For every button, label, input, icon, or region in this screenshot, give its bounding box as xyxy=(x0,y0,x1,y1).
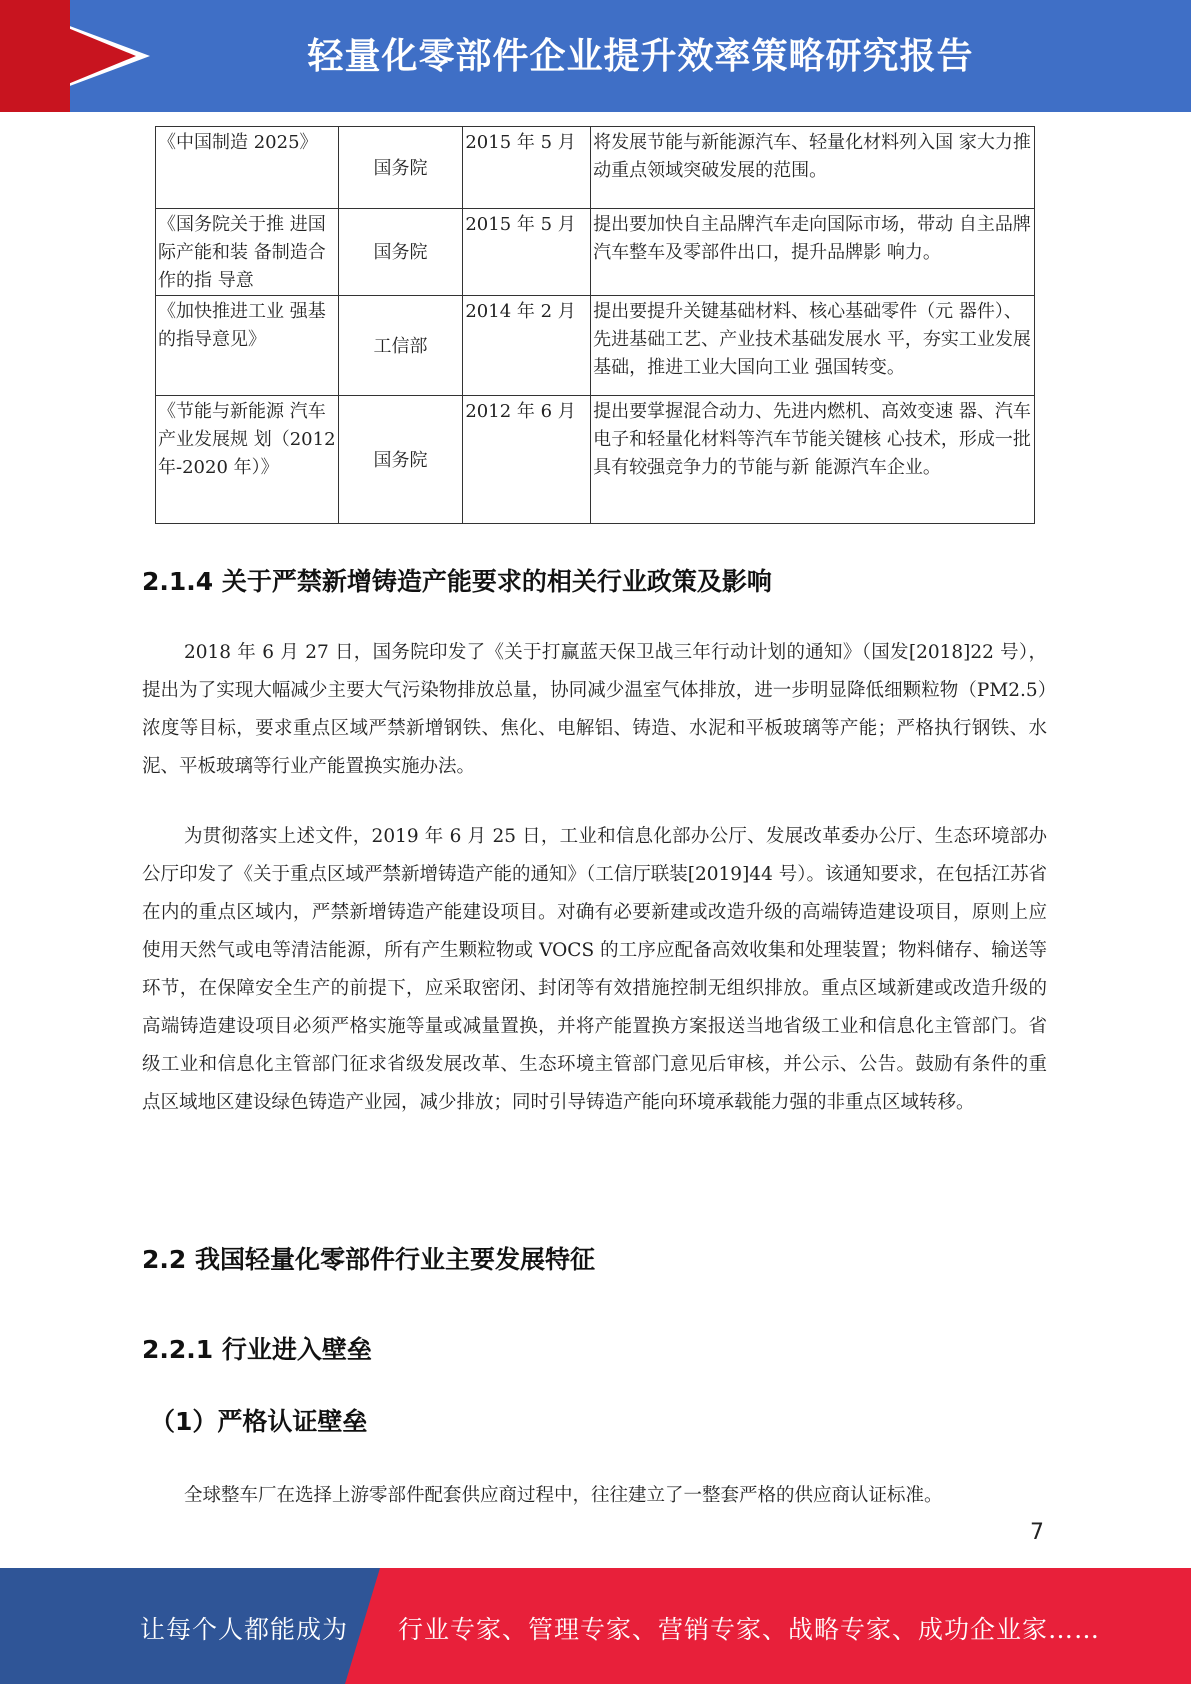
table-row xyxy=(156,396,1035,524)
policy-date-cell: 2014 年 2 月 xyxy=(463,296,591,396)
table-row xyxy=(156,209,1035,296)
policy-name-cell: 《中国制造 2025》 xyxy=(156,127,339,209)
policy-issuer-cell: 工信部 xyxy=(338,296,463,396)
policy-issuer-cell: 国务院 xyxy=(338,127,463,209)
paragraph-2-1-4-1: 2018 年 6 月 27 日，国务院印发了《关于打赢蓝天保卫战三年行动计划的通知》（国发[2018]22 号），提出为了实现大幅减少主要大气污染物排放总量，协同减少温室气体排放，进一步明显降低细颗粒物（PM2.5）浓度等目标，要求重点区域严禁新增钢铁、焦化、电解铝、铸造、水泥和平板玻璃等产能；严格执行钢铁、水泥、平板玻璃等行业产能置换实施办法。 xyxy=(142,642,1047,777)
paragraph-2-2-1: 全球整车厂在选择上游零部件配套供应商过程中，往往建立了一整套严格的供应商认证标准。 xyxy=(184,1485,943,1506)
policy-content-cell: 提出要掌握混合动力、先进内燃机、高效变速 器、汽车电子和轻量化材料等汽车节能关键核 心技术，形成一批具有较强竞争力的节能与新 能源汽车企业。 xyxy=(591,396,1035,524)
footer-slogan-right: 行业专家、管理专家、营销专家、战略专家、成功企业家…… xyxy=(398,1615,1101,1644)
policy-name-cell: 《加快推进工业 强基的指导意见》 xyxy=(156,296,339,396)
table-row xyxy=(156,296,1035,396)
page-footer xyxy=(0,1568,1191,1684)
policy-name-cell: 《国务院关于推 进国际产能和装 备制造合作的指 导意 xyxy=(156,209,339,296)
report-title: 轻量化零部件企业提升效率策略研究报告 xyxy=(307,36,974,77)
policy-content-cell: 将发展节能与新能源汽车、轻量化材料列入国 家大力推动重点领域突破发展的范围。 xyxy=(591,127,1035,209)
section-heading-2-1-4: 2.1.4 关于严禁新增铸造产能要求的相关行业政策及影响 xyxy=(142,567,772,596)
policy-content-cell: 提出要加快自主品牌汽车走向国际市场，带动 自主品牌汽车整车及零部件出口，提升品牌影 响力。 xyxy=(591,209,1035,296)
policy-date-cell: 2015 年 5 月 xyxy=(463,209,591,296)
page-number: 7 xyxy=(1030,1520,1044,1545)
section-heading-2-2: 2.2 我国轻量化零部件行业主要发展特征 xyxy=(142,1245,595,1274)
policy-date-cell: 2012 年 6 月 xyxy=(463,396,591,524)
section-heading-2-2-1: 2.2.1 行业进入壁垒 xyxy=(142,1335,372,1364)
page-header xyxy=(0,0,1191,112)
paragraph-2-1-4-2: 为贯彻落实上述文件，2019 年 6 月 25 日，工业和信息化部办公厅、发展改革委办公厅、生态环境部办公厅印发了《关于重点区域严禁新增铸造产能的通知》（工信厅联装[2019]44 号）。该通知要求，在包括江苏省在内的重点区域内，严禁新增铸造产能建设项目。对确有必要新建或改造升级的高端铸造建设项目，原则上应使用天然气或电等清洁能源，所有产生颗粒物或 VOCS 的工序应配备高效收集和处理装置；物料储存、输送等环节，在保障安全生产的前提下，应采取密闭、封闭等有效措施控制无组织排放。重点区域新建或改造升级的高端铸造建设项目必须严格实施等量或减量置换，并将产能置换方案报送当地省级工业和信息化主管部门。省级工业和信息化主管部门征求省级发展改革、生态环境主管部门意见后审核，并公示、公告。鼓励有条件的重点区域地区建设绿色铸造产业园，减少排放；同时引导铸造产能向环境承载能力强的非重点区域转移。 xyxy=(142,826,1047,1113)
policy-table xyxy=(155,126,1035,524)
table-row xyxy=(156,127,1035,209)
policy-content-cell: 提出要提升关键基础材料、核心基础零件（元 器件）、先进基础工艺、产业技术基础发展水 平，夯实工业发展基础，推进工业大国向工业 强国转变。 xyxy=(591,296,1035,396)
policy-issuer-cell: 国务院 xyxy=(338,396,463,524)
footer-slogan-left: 让每个人都能成为 xyxy=(140,1615,349,1644)
policy-name-cell: 《节能与新能源 汽车产业发展规 划（2012 年-2020 年）》 xyxy=(156,396,339,524)
sub-heading-certification-barrier: （1）严格认证壁垒 xyxy=(150,1407,368,1436)
policy-date-cell: 2015 年 5 月 xyxy=(463,127,591,209)
header-red-block xyxy=(0,0,70,112)
policy-issuer-cell: 国务院 xyxy=(338,209,463,296)
